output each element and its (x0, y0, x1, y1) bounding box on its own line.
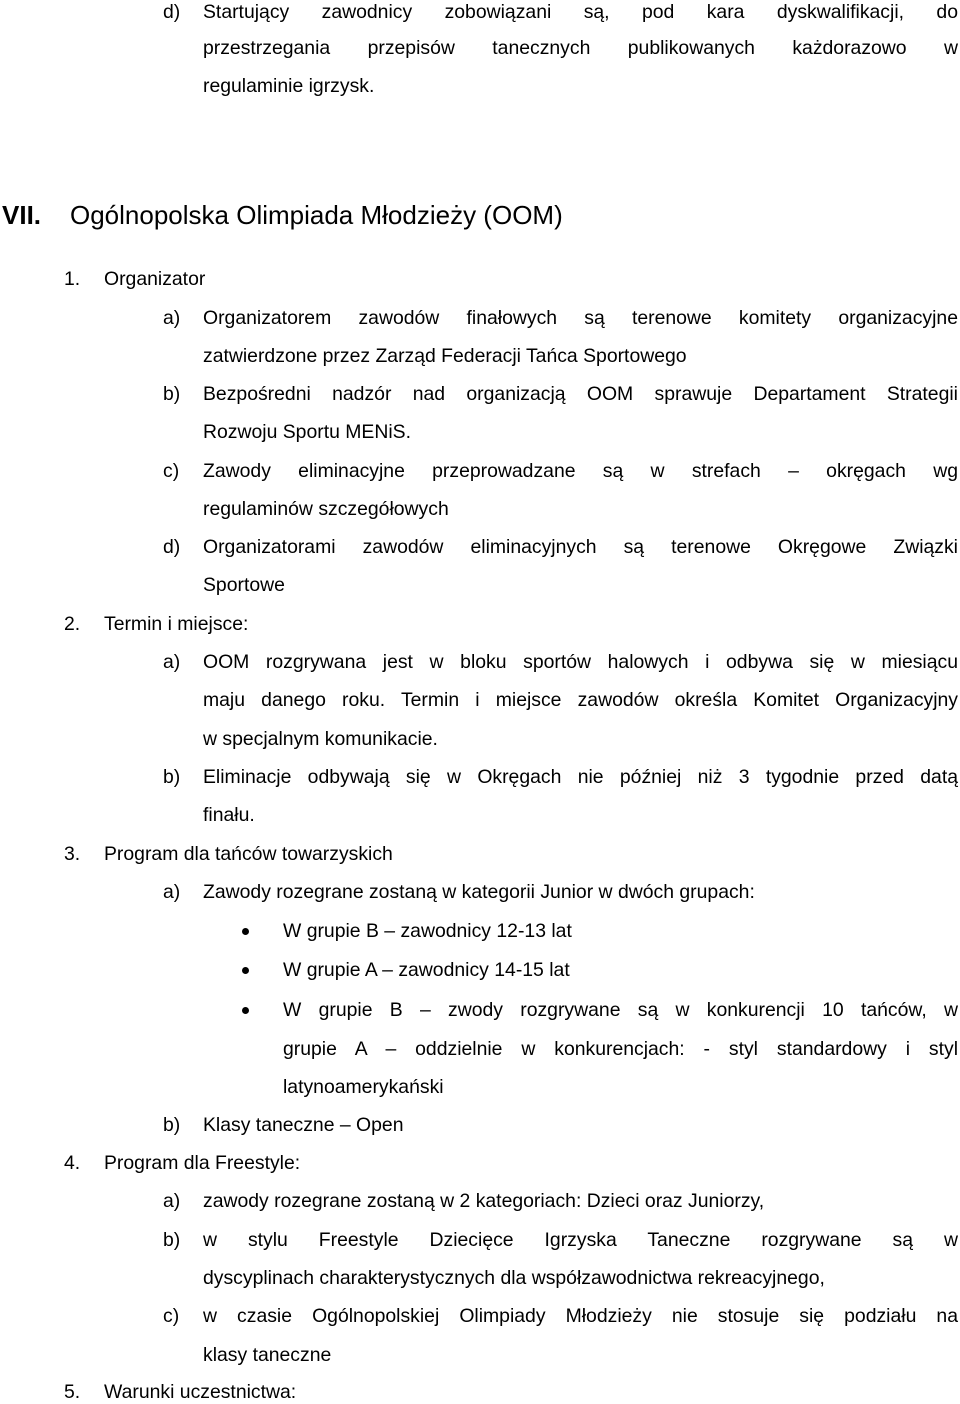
paragraph-line: Organizatorami zawodów eliminacyjnych są terenowe Okręgowe Związki (203, 536, 958, 558)
paragraph-line: OOM rozgrywana jest w bloku sportów halowych i odbywa się w miesiącu (203, 651, 958, 673)
bullet-line: grupie A – oddzielnie w konkurencjach: - styl standardowy i styl (283, 1038, 958, 1060)
point-number: 2. (64, 613, 81, 635)
point-title: Program dla Freestyle: (104, 1152, 301, 1174)
paragraph-line: dyscyplinach charakterystycznych dla współzawodnictwa rekreacyjnego, (203, 1267, 825, 1289)
paragraph-line: zatwierdzone przez Zarząd Federacji Tańca Sportowego (203, 345, 687, 367)
item-label: b) (163, 1114, 181, 1136)
paragraph-line: zawody rozegrane zostaną w 2 kategoriach: Dzieci oraz Juniorzy, (203, 1190, 765, 1212)
point-number: 4. (64, 1152, 81, 1174)
bullet-line: W grupie B – zawodnicy 12-13 lat (283, 920, 572, 942)
point-title: Warunki uczestnictwa: (104, 1381, 297, 1403)
paragraph-line: Bezpośredni nadzór nad organizacją OOM sprawuje Departament Strategii (203, 383, 958, 405)
paragraph-line: Zawody rozegrane zostaną w kategorii Junior w dwóch grupach: (203, 881, 755, 903)
bullet-icon (242, 967, 249, 974)
bullet-line: latynoamerykański (283, 1076, 444, 1098)
item-label: b) (163, 383, 181, 405)
paragraph-line: Eliminacje odbywają się w Okręgach nie później niż 3 tygodnie przed datą (203, 766, 958, 788)
paragraph-line: Klasy taneczne – Open (203, 1114, 404, 1136)
item-label: a) (163, 307, 181, 329)
item-label: c) (163, 1305, 180, 1327)
paragraph-line: w stylu Freestyle Dziecięce Igrzyska Taneczne rozgrywane są w (203, 1229, 958, 1251)
paragraph-line: Organizatorem zawodów finałowych są terenowe komitety organizacyjne (203, 307, 958, 329)
item-label: c) (163, 460, 180, 482)
bullet-line: W grupie B – zwody rozgrywane są w konkurencji 10 tańców, w (283, 999, 958, 1021)
item-label: a) (163, 1190, 181, 1212)
point-number: 3. (64, 843, 81, 865)
paragraph-line: regulaminów szczegółowych (203, 498, 449, 520)
section-title: Ogólnopolska Olimpiada Młodzieży (OOM) (70, 200, 563, 230)
paragraph-line: w czasie Ogólnopolskiej Olimpiady Młodzieży nie stosuje się podziału na (203, 1305, 958, 1327)
paragraph-line: Sportowe (203, 574, 285, 596)
item-label: b) (163, 766, 181, 788)
paragraph-line: Startujący zawodnicy zobowiązani są, pod kara dyskwalifikacji, do (203, 1, 958, 23)
point-number: 1. (64, 268, 81, 290)
item-label: a) (163, 881, 181, 903)
paragraph-line: finału. (203, 804, 255, 826)
point-title: Program dla tańców towarzyskich (104, 843, 393, 865)
paragraph-line: przestrzegania przepisów tanecznych publikowanych każdorazowo w (203, 37, 958, 59)
item-label: b) (163, 1229, 181, 1251)
point-number: 5. (64, 1381, 81, 1403)
item-label: d) (163, 1, 181, 23)
paragraph-line: Rozwoju Sportu MENiS. (203, 421, 411, 443)
item-label: d) (163, 536, 181, 558)
item-label: a) (163, 651, 181, 673)
bullet-icon (242, 1007, 249, 1014)
paragraph-line: w specjalnym komunikacie. (203, 728, 438, 750)
point-title: Organizator (104, 268, 206, 290)
paragraph-line: Zawody eliminacyjne przeprowadzane są w strefach – okręgach wg (203, 460, 958, 482)
section-numeral: VII. (2, 200, 42, 230)
point-title: Termin i miejsce: (104, 613, 249, 635)
paragraph-line: regulaminie igrzysk. (203, 75, 375, 97)
bullet-icon (242, 928, 249, 935)
paragraph-line: klasy taneczne (203, 1344, 332, 1366)
bullet-line: W grupie A – zawodnicy 14-15 lat (283, 959, 570, 981)
paragraph-line: maju danego roku. Termin i miejsce zawodów określa Komitet Organizacyjny (203, 689, 958, 711)
